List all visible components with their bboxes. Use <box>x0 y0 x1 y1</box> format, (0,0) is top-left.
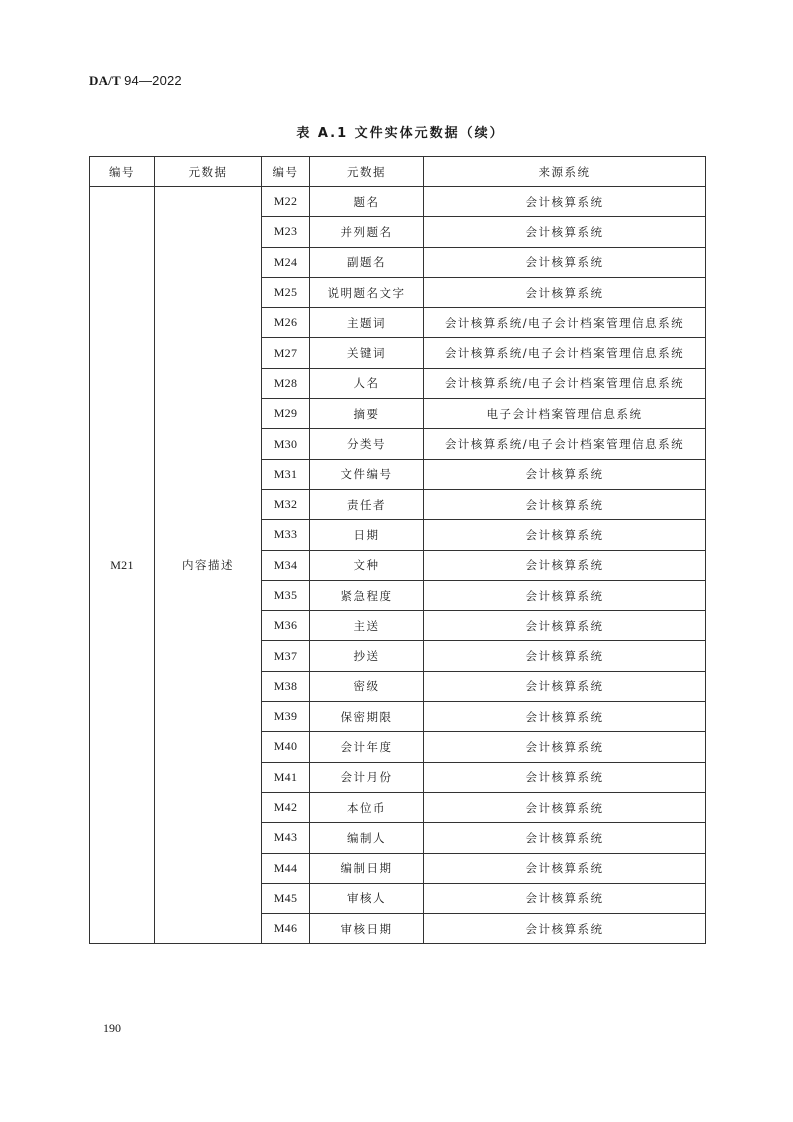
element-code: M38 <box>262 671 310 701</box>
element-name: 审核人 <box>310 883 424 913</box>
header-name: 元数据 <box>310 157 424 187</box>
source-system: 会计核算系统 <box>424 247 706 277</box>
standard-number: 94—2022 <box>124 73 182 88</box>
source-system: 会计核算系统 <box>424 187 706 217</box>
element-name: 文种 <box>310 550 424 580</box>
element-code: M23 <box>262 217 310 247</box>
element-code: M35 <box>262 580 310 610</box>
element-name: 摘要 <box>310 399 424 429</box>
element-code: M42 <box>262 792 310 822</box>
source-system: 会计核算系统/电子会计档案管理信息系统 <box>424 368 706 398</box>
element-name: 审核日期 <box>310 914 424 944</box>
source-system: 电子会计档案管理信息系统 <box>424 399 706 429</box>
source-system: 会计核算系统 <box>424 489 706 519</box>
element-code: M41 <box>262 762 310 792</box>
source-system: 会计核算系统 <box>424 550 706 580</box>
element-name: 题名 <box>310 187 424 217</box>
source-system: 会计核算系统 <box>424 853 706 883</box>
element-code: M37 <box>262 641 310 671</box>
element-name: 说明题名文字 <box>310 277 424 307</box>
source-system: 会计核算系统 <box>424 762 706 792</box>
element-code: M32 <box>262 489 310 519</box>
element-code: M45 <box>262 883 310 913</box>
source-system: 会计核算系统 <box>424 732 706 762</box>
element-name: 主题词 <box>310 308 424 338</box>
element-code: M29 <box>262 399 310 429</box>
element-code: M44 <box>262 853 310 883</box>
source-system: 会计核算系统 <box>424 580 706 610</box>
standard-prefix: DA/T <box>89 73 121 88</box>
element-name: 文件编号 <box>310 459 424 489</box>
element-name: 编制人 <box>310 823 424 853</box>
element-code: M36 <box>262 611 310 641</box>
header-group-name: 元数据 <box>155 157 262 187</box>
element-name: 编制日期 <box>310 853 424 883</box>
header-code: 编号 <box>262 157 310 187</box>
source-system: 会计核算系统/电子会计档案管理信息系统 <box>424 308 706 338</box>
element-code: M25 <box>262 277 310 307</box>
element-name: 日期 <box>310 520 424 550</box>
metadata-table <box>89 156 706 944</box>
element-code: M22 <box>262 187 310 217</box>
element-code: M30 <box>262 429 310 459</box>
element-name: 密级 <box>310 671 424 701</box>
element-code: M24 <box>262 247 310 277</box>
element-name: 关键词 <box>310 338 424 368</box>
source-system: 会计核算系统 <box>424 792 706 822</box>
source-system: 会计核算系统 <box>424 671 706 701</box>
element-name: 责任者 <box>310 489 424 519</box>
source-system: 会计核算系统 <box>424 277 706 307</box>
table-body <box>90 187 706 944</box>
element-name: 会计月份 <box>310 762 424 792</box>
element-code: M46 <box>262 914 310 944</box>
element-code: M28 <box>262 368 310 398</box>
source-system: 会计核算系统 <box>424 883 706 913</box>
table-row <box>90 187 706 217</box>
element-code: M26 <box>262 308 310 338</box>
element-name: 会计年度 <box>310 732 424 762</box>
element-name: 人名 <box>310 368 424 398</box>
element-name: 紧急程度 <box>310 580 424 610</box>
source-system: 会计核算系统 <box>424 641 706 671</box>
element-code: M33 <box>262 520 310 550</box>
source-system: 会计核算系统/电子会计档案管理信息系统 <box>424 429 706 459</box>
element-name: 本位币 <box>310 792 424 822</box>
element-name: 抄送 <box>310 641 424 671</box>
group-name: 内容描述 <box>155 187 262 944</box>
page-number: 190 <box>103 1021 121 1035</box>
table-title: 表 A.1 文件实体元数据（续） <box>296 126 505 141</box>
source-system: 会计核算系统 <box>424 914 706 944</box>
source-system: 会计核算系统 <box>424 823 706 853</box>
element-code: M40 <box>262 732 310 762</box>
header-group-code: 编号 <box>90 157 155 187</box>
element-name: 分类号 <box>310 429 424 459</box>
element-code: M27 <box>262 338 310 368</box>
table-header-row <box>90 157 706 187</box>
header-source: 来源系统 <box>424 157 706 187</box>
source-system: 会计核算系统 <box>424 520 706 550</box>
group-code: M21 <box>90 187 155 944</box>
element-name: 并列题名 <box>310 217 424 247</box>
source-system: 会计核算系统 <box>424 702 706 732</box>
element-name: 主送 <box>310 611 424 641</box>
source-system: 会计核算系统 <box>424 611 706 641</box>
element-code: M34 <box>262 550 310 580</box>
element-code: M39 <box>262 702 310 732</box>
source-system: 会计核算系统 <box>424 459 706 489</box>
standard-code <box>89 73 182 89</box>
element-code: M43 <box>262 823 310 853</box>
source-system: 会计核算系统 <box>424 217 706 247</box>
element-name: 保密期限 <box>310 702 424 732</box>
element-name: 副题名 <box>310 247 424 277</box>
element-code: M31 <box>262 459 310 489</box>
source-system: 会计核算系统/电子会计档案管理信息系统 <box>424 338 706 368</box>
